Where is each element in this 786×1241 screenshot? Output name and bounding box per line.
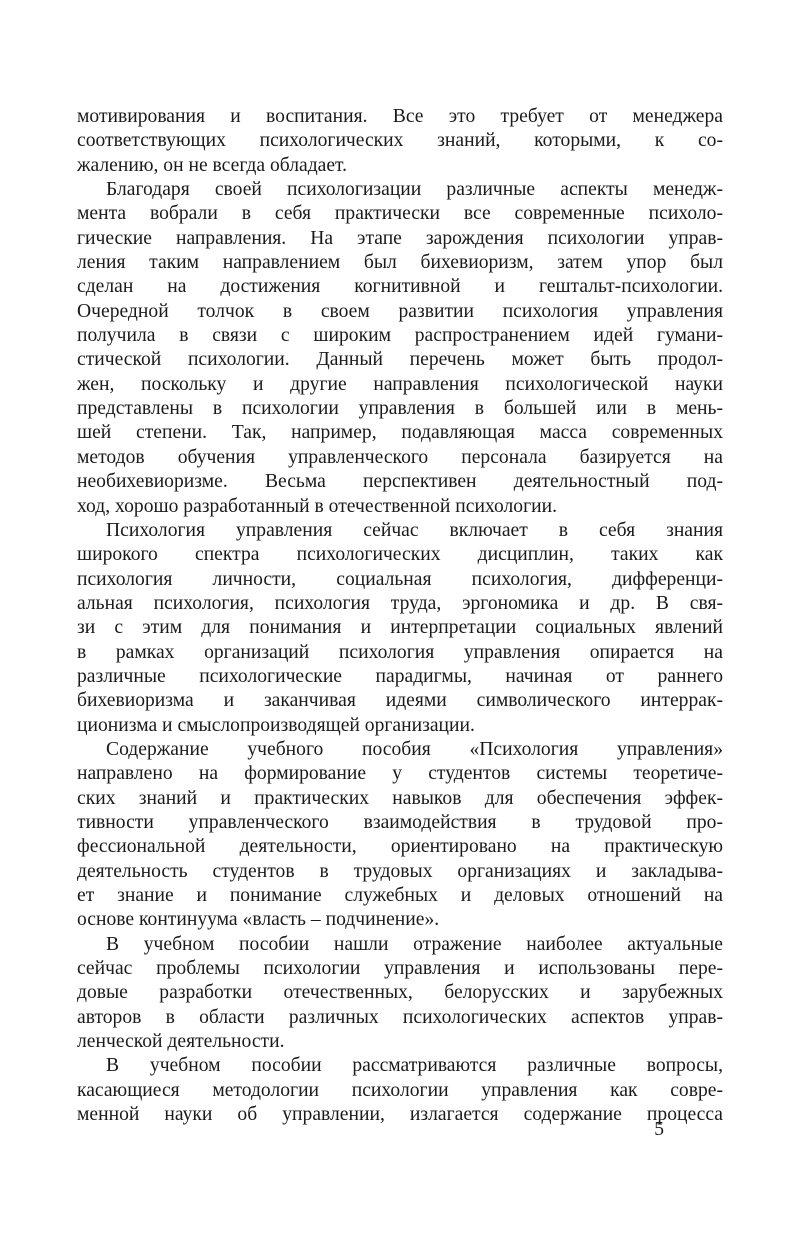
text-line: получила в связи с широким распространением идей гумани- — [77, 325, 723, 347]
text-line: бихевиоризма и заканчивая идеями символического интеррак- — [77, 690, 723, 712]
text-line: Психология управления сейчас включает в себя знания — [106, 519, 723, 541]
body-text — [77, 105, 723, 1127]
text-line: довые разработки отечественных, белорусских и зарубежных — [77, 982, 723, 1004]
text-line: необихевиоризме. Весьма перспективен деятельностный под- — [77, 471, 723, 493]
text-line: тивности управленческого взаимодействия в трудовой про- — [77, 811, 723, 833]
text-line: сейчас проблемы психологии управления и использованы пере- — [77, 958, 723, 980]
text-line: ционизма и смыслопроизводящей организации. — [77, 714, 475, 736]
text-line: направлено на формирование у студентов системы теоретиче- — [77, 763, 723, 785]
paragraph-2 — [77, 178, 723, 519]
page-number: 5 — [654, 1119, 664, 1140]
text-line: ских знаний и практических навыков для обеспечения эффек- — [77, 787, 723, 809]
text-line: соответствующих психологических знаний, которыми, к со- — [77, 130, 723, 152]
text-line: жалению, он не всегда обладает. — [77, 154, 348, 176]
text-line: деятельность студентов в трудовых организациях и закладыва- — [77, 860, 723, 882]
text-line: Очередной толчок в своем развитии психология управления — [77, 300, 723, 322]
text-line: основе континуума «власть – подчинение». — [77, 909, 440, 931]
text-line: авторов в области различных психологических аспектов управ- — [77, 1006, 723, 1028]
text-line: методов обучения управленческого персонала базируется на — [77, 446, 723, 468]
text-line: ленческой деятельности. — [77, 1031, 285, 1053]
text-line: сделан на достижения когнитивной и гештальт-психологии. — [77, 276, 723, 298]
text-line: психология личности, социальная психология, дифференци- — [77, 568, 723, 590]
text-line: шей степени. Так, например, подавляющая масса современных — [77, 422, 723, 444]
text-line: В учебном пособии рассматриваются различные вопросы, — [106, 1055, 723, 1077]
text-line: широкого спектра психологических дисциплин, таких как — [77, 544, 723, 566]
text-line: мотивирования и воспитания. Все это требует от менеджера — [77, 106, 723, 127]
text-line: В учебном пособии нашли отражение наиболее актуальные — [106, 933, 723, 955]
text-line: альная психология, психология труда, эргономика и др. В свя- — [77, 592, 723, 614]
paragraph-1 — [77, 105, 723, 178]
text-line: представлены в психологии управления в большей или в мень- — [77, 398, 723, 420]
text-line: фессиональной деятельности, ориентировано на практическую — [77, 836, 723, 858]
text-line: в рамках организаций психология управления опирается на — [77, 641, 723, 663]
text-line: ления таким направлением был бихевиоризм, затем упор был — [77, 252, 723, 274]
text-line: менной науки об управлении, излагается содержание процесса — [77, 1104, 723, 1126]
text-line: гические направления. На этапе зарождения психологии управ- — [77, 227, 723, 249]
paragraph-6 — [77, 1054, 723, 1127]
text-line: Содержание учебного пособия «Психология управления» — [106, 738, 723, 760]
text-line: зи с этим для понимания и интерпретации социальных явлений — [77, 617, 723, 639]
paragraph-3 — [77, 519, 723, 738]
text-line: ход, хорошо разработанный в отечественной психологии. — [77, 495, 558, 517]
paragraph-5 — [77, 933, 723, 1055]
text-line: касающиеся методологии психологии управления как совре- — [77, 1079, 723, 1101]
text-line: мента вобрали в себя практически все современные психоло- — [77, 203, 723, 225]
text-line: различные психологические парадигмы, начиная от раннего — [77, 665, 723, 687]
text-line: жен, поскольку и другие направления психологической науки — [77, 373, 723, 395]
paragraph-4 — [77, 738, 723, 933]
text-line: ет знание и понимание служебных и деловых отношений на — [77, 885, 723, 906]
text-line: Благодаря своей психологизации различные аспекты менедж- — [106, 179, 723, 201]
text-line: стической психологии. Данный перечень может быть продол- — [77, 349, 723, 371]
